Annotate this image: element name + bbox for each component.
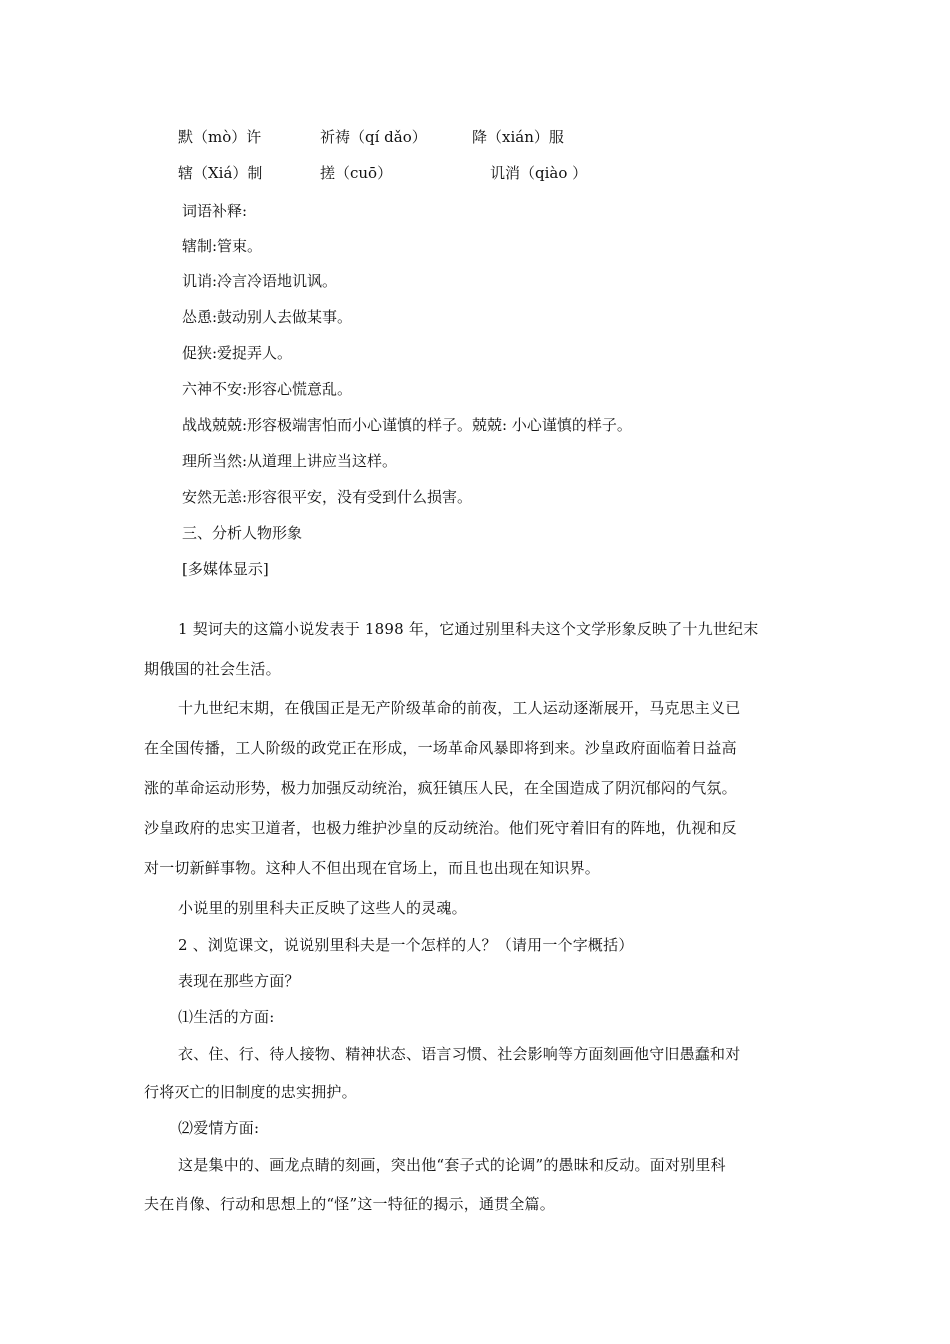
supplement-item: 六神不安:形容心慌意乱。 [182,380,353,398]
paragraph-line: 这是集中的、画龙点睛的刻画，突出他“套子式的论调”的愚昧和反动。面对别里科 [178,1156,726,1174]
supplement-heading: 词语补释: [182,202,248,220]
supplement-item: 理所当然:从道理上讲应当这样。 [182,452,398,470]
paragraph-line: 行将灭亡的旧制度的忠实拥护。 [144,1083,357,1101]
supplement-item: 讥诮:冷言冷语地讥讽。 [182,272,338,290]
paragraph-line: 期俄国的社会生活。 [144,660,281,678]
pinyin-item: 降（xián）服 [472,128,564,146]
pinyin-item: 默（mò）许 [178,128,262,146]
question-line: 表现在那些方面？ [178,972,300,990]
paragraph-line: 在全国传播，工人阶级的政党正在形成，一场革命风暴即将到来。沙皇政府面临着日益高 [144,739,737,757]
pinyin-item: 讥消（qiào ） [490,164,588,182]
paragraph-line: 小说里的别里科夫正反映了这些人的灵魂。 [178,899,467,917]
supplement-item: 安然无恙:形容很平安，没有受到什么损害。 [182,488,473,506]
pinyin-item: 辖（Xiá）制 [178,164,263,182]
subsection-heading: ⑴生活的方面: [178,1008,275,1026]
pinyin-row-2 [0,162,950,188]
section-heading: 三、分析人物形象 [182,524,303,542]
paragraph-line: 1 契诃夫的这篇小说发表于 1898 年，它通过别里科夫这个文学形象反映了十九世纪末 [178,620,759,638]
supplement-item: 战战兢兢:形容极端害怕而小心谨慎的样子。兢兢: 小心谨慎的样子。 [182,416,632,434]
paragraph-line: 衣、住、行、待人接物、精神状态、语言习惯、社会影响等方面刻画他守旧愚蠢和对 [178,1045,741,1063]
paragraph-line: 对一切新鲜事物。这种人不但出现在官场上，而且也出现在知识界。 [144,859,601,877]
paragraph-line: 夫在肖像、行动和思想上的“怪”这一特征的揭示，通贯全篇。 [144,1195,555,1213]
pinyin-item: 祈祷（qí dǎo） [320,128,427,146]
subsection-heading: ⑵爱情方面: [178,1119,260,1137]
supplement-item: 怂恿:鼓动别人去做某事。 [182,308,353,326]
pinyin-item: 搓（cuō） [320,164,393,182]
supplement-item: 辖制:管束。 [182,237,263,255]
supplement-item: 促狭:爱捉弄人。 [182,344,293,362]
paragraph-line: 十九世纪末期，在俄国正是无产阶级革命的前夜，工人运动逐渐展开，马克思主义已 [178,699,741,717]
media-note: [多媒体显示] [182,560,269,578]
paragraph-line: 涨的革命运动形势，极力加强反动统治，疯狂镇压人民，在全国造成了阴沉郁闷的气氛。 [144,779,737,797]
question-line: 2 、浏览课文，说说别里科夫是一个怎样的人？（请用一个字概括） [178,936,634,954]
paragraph-line: 沙皇政府的忠实卫道者，也极力维护沙皇的反动统治。他们死守着旧有的阵地，仇视和反 [144,819,737,837]
pinyin-row-1 [0,126,950,152]
